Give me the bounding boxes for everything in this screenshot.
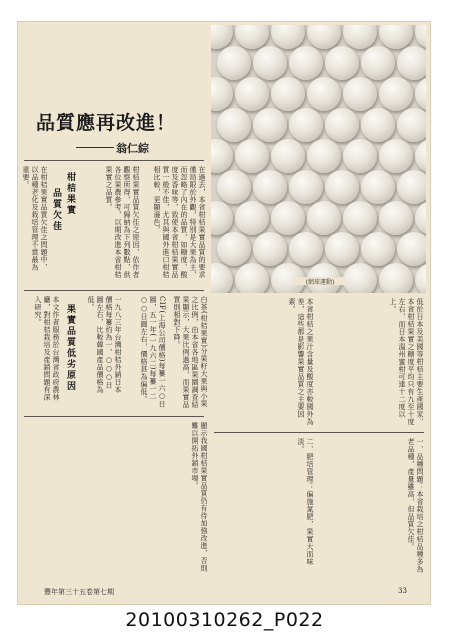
tennis-ball [235,201,269,235]
tennis-ball [235,25,269,49]
tennis-ball [325,232,359,266]
archive-label: 20100310262_P022 [125,609,324,631]
column-rule [24,416,204,417]
tennis-ball [211,201,233,235]
tennis-ball [307,77,341,111]
subhead-citrus: 柑桔果實 [65,172,75,216]
body-column-mid-2: CIF(上海公司價格)每簍一六○日圓，五一年(一九六二)每簍一二○○日圓左右，價格甚為偏低。 [140,296,166,408]
tennis-ball [343,25,377,49]
tennis-ball [325,46,359,80]
tennis-ball [361,170,395,204]
tennis-ball [253,108,287,142]
tennis-ball [271,139,305,173]
tennis-ball [343,139,377,173]
article-author: 翁仁綜 [116,142,149,155]
tennis-ball [307,139,341,173]
tennis-ball [379,201,413,235]
tennis-ball [397,170,426,204]
tennis-ball [307,201,341,235]
tennis-ball [271,77,305,111]
body-column-mid-4: 本文作者服務於台灣省政府農林廳，對柑桔栽培及產銷問題有深入研究。 [34,296,60,401]
tennis-ball [211,139,233,173]
tennis-ball [289,232,323,266]
tennis-ball [415,263,426,293]
tennis-ball [361,232,395,266]
tennis-ball [361,46,395,80]
tennis-ball [325,170,359,204]
tennis-ball [343,263,377,293]
tennis-ball [217,108,251,142]
tennis-ball [271,201,305,235]
tennis-ball [253,46,287,80]
page-number: 33 [398,587,407,595]
tennis-ball [211,77,233,111]
byline-dash [76,147,114,148]
issue-footer: 豐年第三十五卷第七期 [44,588,114,596]
magazine-page [18,22,430,604]
tennis-ball [415,139,426,173]
body-column-right-2: 本省柑桔之果汁含量及酸度亦較國外為差，這些都是影響果實品質之主要因素。 [288,298,314,426]
body-column-right-1: 低於日本及美國等柑桔主要生產國家，本省柑桔果實之糖度平均只有九至十度左右，而日本溫州蜜柑可達十二度以上。 [389,298,424,426]
tennis-ball [379,77,413,111]
article-title: 品質應再改進！ [36,112,177,134]
tennis-ball [235,263,269,293]
body-column-mid-5: 顯示我國柑桔果實品質仍有待加強改進，否則難以開拓外銷市場。 [191,422,208,572]
column-rule [214,432,424,433]
body-column-lower-2: 柑桔果實品質欠佳之原因，依作者觀察所得，可歸納為下列數點，供各位果農參考，以期改進本省柑桔果實之品質。 [105,166,140,279]
tennis-ball [415,77,426,111]
tennis-ball [235,139,269,173]
tennis-ball [253,170,287,204]
tennis-ball [397,108,426,142]
tennis-ball [289,108,323,142]
tennis-ball [325,108,359,142]
tennis-ball [379,25,413,49]
body-column-mid-1: 白茶(柑桔果實)分果籽大果與小果之比例，由本省各地區果園調查結果顯示，大果比例過高，而果實品質則相對下降。 [173,296,208,409]
subhead-quality: 品質欠佳 [51,188,61,232]
tennis-ball [211,263,233,293]
tennis-ball [343,77,377,111]
body-column-lower-3: 在柑桔果實品質欠佳之問題中，以品種老化及栽培管理不當最為重要。 [22,166,48,271]
tennis-ball [217,232,251,266]
column-rule [24,160,204,161]
tennis-ball [343,201,377,235]
body-column-mid-3: 一九八三年台灣柑桔外銷日本價格每簍約為一、○○○日圓左右，比較韓國產品價格為低。 [87,296,122,394]
tennis-ball [289,170,323,204]
tennis-ball [397,232,426,266]
tennis-ball [217,170,251,204]
tennis-ball [307,25,341,49]
body-column-right-3: 一、品種問題：本省栽培之柑桔品種多為老品種，產量雖高，但品質欠佳。 [407,438,424,573]
column-rule [24,290,204,291]
tennis-ball [379,139,413,173]
body-column-right-4: 二、肥培管理：偏施氮肥，果實大而味淡。 [297,438,314,566]
tennis-ball [271,25,305,49]
tennis-ball [397,46,426,80]
tennis-ball [217,46,251,80]
body-column-lower-1: 在過去，本省柑桔果實品質的要求僅局限於外觀，特別是大果為主，而忽略了內在的品質，如糖度、酸度及香味等，致使本省柑桔果實品質一般不佳，尤其與國外進口柑桔相比較，更顯遜色。 [153,166,206,279]
tennis-ball [289,46,323,80]
subhead-causes: 果實品質低劣原因 [65,304,75,392]
tennis-ball [415,201,426,235]
tennis-balls-photo [211,25,426,293]
tennis-ball [235,77,269,111]
photo-caption: (網球運動) [294,277,346,285]
tennis-ball [379,263,413,293]
tennis-ball [253,232,287,266]
tennis-ball [361,108,395,142]
